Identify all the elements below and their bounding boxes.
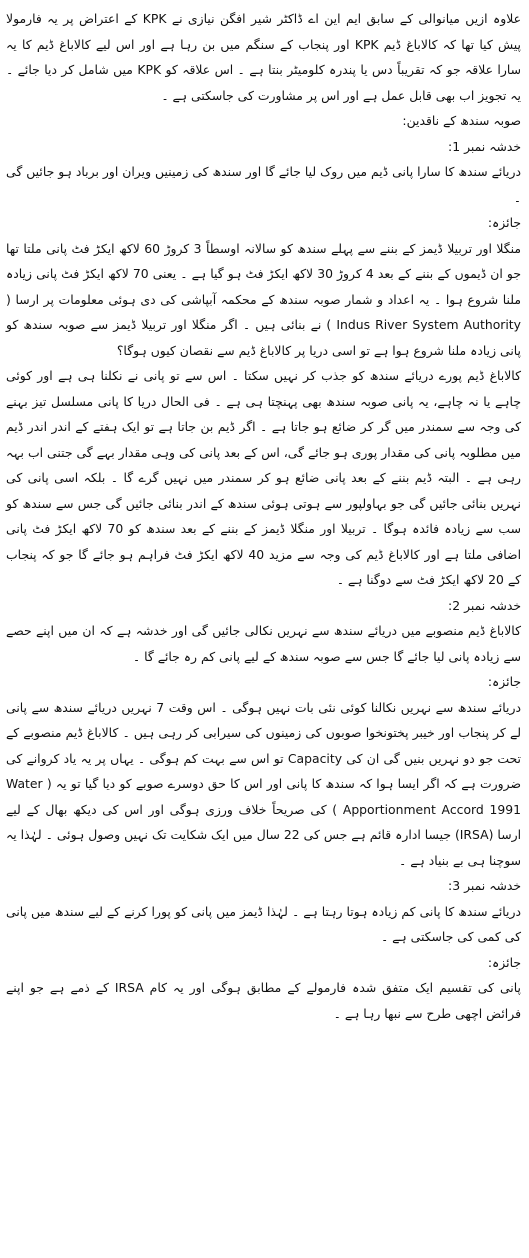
concern-3-text: دریائے سندھ کا پانی کم زیادہ ہوتا رہتا ہے ۔ لہٰذا ڈیمز میں پانی کو پورا کرنے کے لیے سندھ میں پانی کی کمی کی جاسکتی ہے ۔	[6, 903, 521, 944]
intro-paragraph: علاوہ ازیں میانوالی کے سابق ایم این اے ڈاکٹر شیر افگن نیازی نے KPK کے اعتراض پر یہ فارمولا پیش کیا تھا کہ کالاباغ ڈیم KPK اور پنجاب کے سنگم میں بن رہا ہے اور اس لیے کالاباغ ڈیم کا یہ سارا علاقہ جو کہ تقریباً دس یا پندرہ کلومیٹر بنتا ہے ۔ اس علاقہ کو KPK میں شامل کر دیا جائے ۔ یہ تجویز اب بھی قابل عمل ہے اور اس پر مشاورت کی جاسکتی ہے ۔	[6, 11, 522, 103]
review-2-heading: جائزہ:	[487, 674, 521, 689]
concern-2-text: کالاباغ ڈیم منصوبے میں دریائے سندھ سے نہریں نکالی جائیں گی اور خدشہ ہے کہ ان میں اپنے حصے سے زیادہ پانی لیا جائے گا جس سے صوبہ سندھ کے لیے پانی کم رہ جائے گا ۔	[6, 623, 521, 664]
review-3-heading: جائزہ:	[487, 954, 521, 970]
review-2-paragraph: دریائے سندھ سے نہریں نکالنا کوئی نئی بات نہیں ہوگی ۔ اس وقت 7 نہریں دریائے سندھ سے پانی لے کر پنجاب اور خیبر پختونخوا صوبوں کی زمینوں کی سیرابی کر رہی ہیں ۔ کالاباغ ڈیم منصوبے کے تحت جو دو نہریں بنیں گی ان کی Capacity تو اس سے بہت کم ہوگی ۔ یہاں پر یہ یاد کروانے کی ضرورت ہے کہ اگر ایسا ہوا کہ سندھ کا پانی اور اس کا حق دوسرے صوبے کو دیا گیا تو یہ ( Water Apportionment Accord 1991 ) کی صریحاً خلاف ورزی ہوگی اور اس کی دیکھ بھال کے لیے ارسا (IRSA) جیسا ادارہ قائم ہے جس کی 22 سال میں ایک شکایت تک نہیں وصول ہوئی ۔ لہٰذا یہ سوچنا ہی بے بنیاد ہے ۔	[6, 699, 522, 868]
review-3-paragraph: پانی کی تقسیم ایک متفق شدہ فارمولے کے مطابق ہوگی اور یہ کام IRSA کے ذمے ہے جو اپنے فرائض اچھی طرح سے نبھا رہا ہے ۔	[6, 980, 521, 1021]
section-heading-sindh-critics: صوبہ سندھ کے ناقدین:	[402, 113, 521, 128]
concern-3-heading: خدشہ نمبر 3:	[448, 878, 521, 893]
review-1-paragraph-a: منگلا اور تربیلا ڈیمز کے بننے سے پہلے سندھ کو سالانہ اوسطاً 3 کروڑ 60 لاکھ ایکڑ فٹ پانی ملتا تھا جو ان ڈیموں کے بننے کے بعد 4 کروڑ 30 لاکھ ایکڑ فٹ ہو گیا ہے ۔ یعنی 70 لاکھ ایکڑ فٹ پانی زیادہ ملنا شروع ہوا ۔ یہ اعداد و شمار صوبہ سندھ کے محکمہ آبپاشی کی دی ہوئی معلومات پر ارسا ( Indus River System Authority ) نے بنائی ہیں ۔ اگر منگلا اور تربیلا ڈیمز سے صوبہ سندھ کو پانی زیادہ ملنا شروع ہوا ہے تو اسی دریا پر کالاباغ ڈیم سے نقصان کیوں ہوگا؟	[6, 240, 521, 358]
review-1-heading: جائزہ:	[487, 215, 521, 230]
review-1-paragraph-b: کالاباغ ڈیم پورے دریائے سندھ کو جذب کر نہیں سکتا ۔ اس سے تو پانی نے نکلنا ہی ہے اور کوئی چاہے یا نہ چاہے، یہ پانی صوبہ سندھ بھی پہنچتا ہی ہے ۔ فی الحال دریا کا پانی مسلسل تیز بہنے کی وجہ سے سمندر میں گر کر ضائع ہو جاتا ہے ۔ اگر ڈیم بن جاتا ہے تو ایک ہفتے کے اندر اندر ڈیم میں مطلوبہ پانی کی مقدار پوری ہو جائے گی، اس کے بعد پانی کی وہی مقدار بہے گی جتنی اب بہہ رہی ہے ۔ البتہ ڈیم بننے کے بعد پانی ضائع ہو کر سمندر میں نہیں گرے گا ۔ بلکہ اسی پانی کی نہریں بنائی جائیں گی جو بہاولپور سے ہوتی ہوئی سندھ کے اندر بنائی جائیں گی جس سے سندھ کو سب سے زیادہ فائدہ ہوگا ۔ تربیلا اور منگلا ڈیمز کے بننے کے بعد سندھ کو 70 لاکھ ایکڑ فٹ پانی اضافی ملتا ہے اور کالاباغ ڈیم کی وجہ سے مزید 40 لاکھ ایکڑ فٹ فراہم ہو جائے گا جو کہ پنجاب کے 20 لاکھ ایکڑ فٹ سے دوگنا ہے ۔	[6, 368, 522, 587]
concern-2-heading: خدشہ نمبر 2:	[448, 597, 521, 613]
concern-1-heading: خدشہ نمبر 1:	[448, 138, 521, 154]
concern-1-text: دریائے سندھ کا سارا پانی ڈیم میں روک لیا جائے گا اور سندھ کی زمینیں ویران اور برباد ہو جائیں گی ۔	[6, 164, 521, 205]
